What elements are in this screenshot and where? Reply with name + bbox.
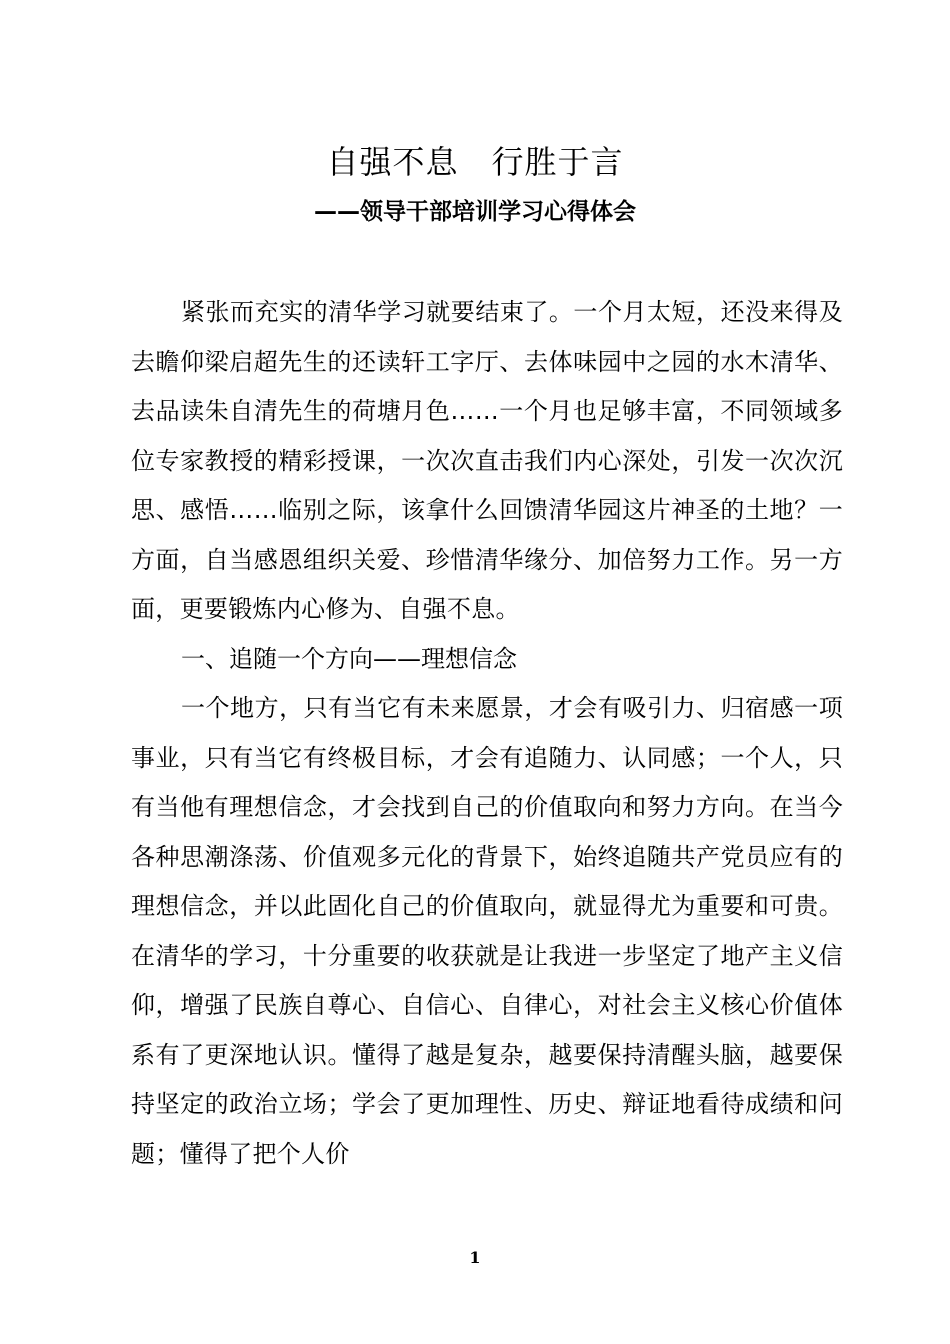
- document-title: 自强不息 行胜于言: [326, 143, 624, 181]
- section-heading: 一、追随一个方向——理想信念: [181, 644, 517, 673]
- document-body: [131, 288, 843, 1179]
- document-subtitle: ——领导干部培训学习心得体会: [314, 199, 636, 225]
- section-paragraph: 一个地方，只有当它有未来愿景，才会有吸引力、归宿感一项事业，只有当它有终极目标，才会有追随力、认同感；一个人，只有当他有理想信念，才会找到自己的价值取向和努力方向。在当今各种思潮涤荡、价值观多元化的背景下，始终追随共产党员应有的理想信念，并以此固化自己的价值取向，就显得尤为重要和可贵。在清华的学习，十分重要的收获就是让我进一步坚定了地产主义信仰，增强了民族自尊心、自信心、自律心，对社会主义核心价值体系有了更深地认识。懂得了越是复杂，越要保持清醒头脑，越要保持坚定的政治立场；学会了更加理性、历史、辩证地看待成绩和问题；懂得了把个人价: [131, 694, 843, 1168]
- page-number: 1: [469, 1248, 481, 1267]
- intro-paragraph: 紧张而充实的清华学习就要结束了。一个月太短，还没来得及去瞻仰梁启超先生的还读轩工字厅、去体味园中之园的水木清华、去品读朱自清先生的荷塘月色……一个月也足够丰富，不同领域多位专家教授的精彩授课，一次次直击我们内心深处，引发一次次沉思、感悟……临别之际，该拿什么回馈清华园这片神圣的土地？一方面，自当感恩组织关爱、珍惜清华缘分、加倍努力工作。另一方面，更要锻炼内心修为、自强不息。: [131, 298, 843, 623]
